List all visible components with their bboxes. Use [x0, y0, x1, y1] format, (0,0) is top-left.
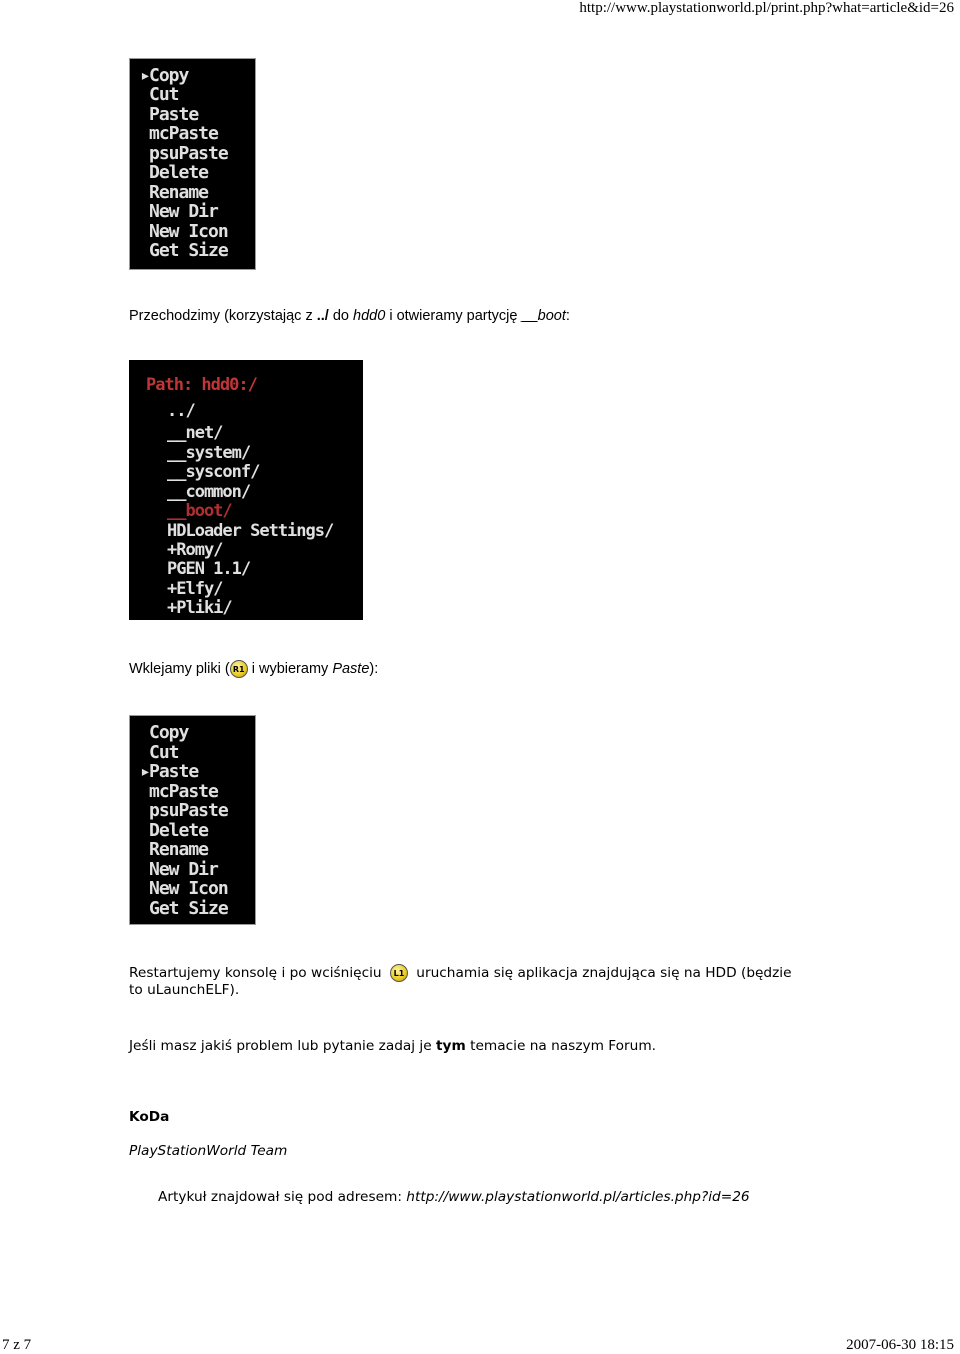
- list-item-selected: __boot/: [167, 501, 232, 521]
- menu-item: Delete: [149, 820, 209, 841]
- source-link[interactable]: http://www.playstationworld.pl/articles.php?id=26: [406, 1189, 750, 1205]
- list-item: __system/: [167, 443, 251, 463]
- team-name: PlayStationWorld Team: [129, 1143, 288, 1159]
- paragraph-restart: Restartujemy konsolę i po wciśnięciu L1 uruchamia się aplikacja znajdująca się na HDD (będzie to uLaunchELF).: [129, 965, 792, 998]
- l1-button-icon: L1: [390, 964, 408, 982]
- list-item: +Romy/: [167, 540, 223, 560]
- menu-item: New Icon: [149, 221, 228, 242]
- list-item: __common/: [167, 482, 251, 502]
- paragraph-navigate: Przechodzimy (korzystając z ../ do hdd0 i otwieramy partycję __boot:: [129, 308, 570, 324]
- list-item: +Elfy/: [167, 579, 223, 599]
- menu-item: Paste: [149, 104, 199, 125]
- menu-item: Rename: [149, 182, 209, 203]
- menu-item: Delete: [149, 162, 209, 183]
- menu-item: Get Size: [149, 898, 228, 919]
- paragraph-forum: Jeśli masz jakiś problem lub pytanie zadaj je tym temacie na naszym Forum.: [129, 1038, 657, 1054]
- print-datetime: 2007-06-30 18:15: [846, 1337, 954, 1353]
- menu-item: Rename: [149, 839, 209, 860]
- source-line: Artykuł znajdował się pod adresem: http://www.playstationworld.pl/articles.php?id=26: [158, 1189, 750, 1205]
- cursor-arrow-icon: ▸: [140, 65, 150, 86]
- menu-item: psuPaste: [149, 143, 228, 164]
- cursor-arrow-icon: ▸: [140, 761, 150, 782]
- print-url: http://www.playstationworld.pl/print.php?what=article&id=26: [579, 0, 954, 16]
- menu-item: Paste: [149, 761, 199, 782]
- menu-item: mcPaste: [149, 123, 218, 144]
- menu-item: Get Size: [149, 240, 228, 261]
- menu-item: New Icon: [149, 878, 228, 899]
- list-item: HDLoader Settings/: [167, 521, 334, 541]
- menu-item: Copy: [149, 65, 189, 86]
- list-item: __net/: [167, 423, 223, 443]
- r1-button-icon: R1: [230, 660, 248, 678]
- list-item: ../: [167, 401, 195, 421]
- paragraph-paste: Wklejamy pliki ( R1 i wybieramy Paste):: [129, 661, 379, 677]
- menu-item: psuPaste: [149, 800, 228, 821]
- menu-item: New Dir: [149, 201, 218, 222]
- menu-item: Cut: [149, 84, 179, 105]
- menu-item: mcPaste: [149, 781, 218, 802]
- page-number: 7 z 7: [2, 1337, 32, 1353]
- list-item: +Pliki/: [167, 598, 232, 618]
- author-name: KoDa: [129, 1109, 170, 1125]
- path-header: Path: hdd0:/: [146, 375, 257, 395]
- menu-item: Cut: [149, 742, 179, 763]
- path-screenshot: [129, 360, 363, 620]
- menu-screenshot-copy: [129, 58, 256, 270]
- menu-item: Copy: [149, 722, 189, 743]
- menu-item: New Dir: [149, 859, 218, 880]
- list-item: PGEN 1.1/: [167, 559, 251, 579]
- menu-screenshot-paste: [129, 715, 256, 925]
- forum-topic-link[interactable]: tym: [436, 1038, 466, 1054]
- list-item: __sysconf/: [167, 462, 260, 482]
